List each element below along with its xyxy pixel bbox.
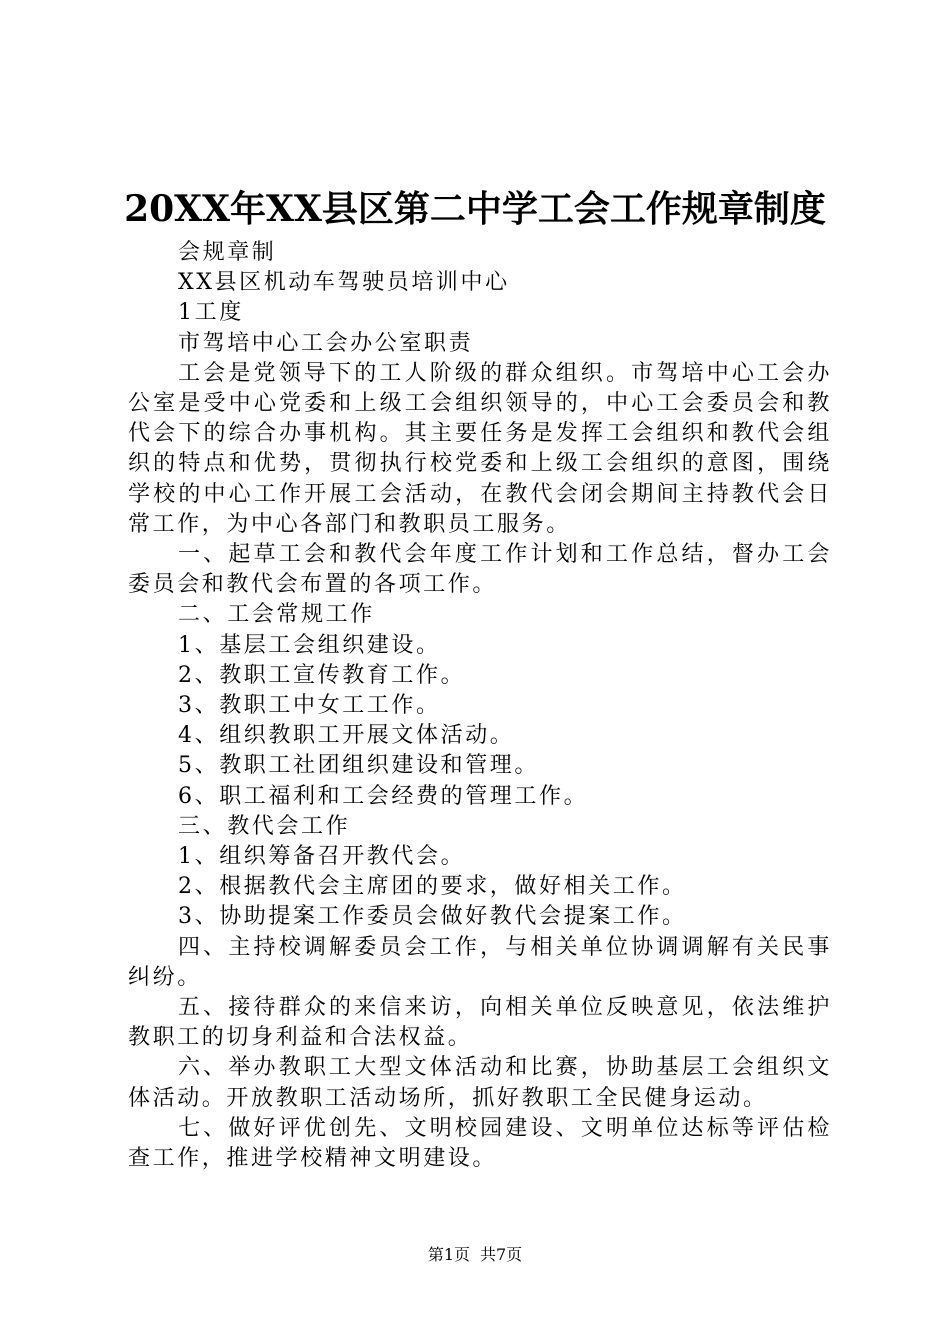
document-body (128, 238, 832, 1174)
paragraph: 3、教职工中女工工作。 (178, 693, 441, 719)
paragraph: 五、接待群众的来信来访，向相关单位反映意见，依法维护教职工的切身利益和合法权益。 (128, 995, 832, 1051)
paragraph: 1、组织筹备召开教代会。 (178, 844, 466, 870)
paragraph: 1工度 (178, 300, 244, 326)
paragraph: 二、工会常规工作 (178, 602, 375, 628)
paragraph: 市驾培中心工会办公室职责 (178, 330, 474, 356)
paragraph: 一、起草工会和教代会年度工作计划和工作总结，督办工会委员会和教代会布置的各项工作。 (128, 542, 832, 598)
paragraph: 1、基层工会组织建设。 (178, 632, 441, 658)
paragraph: 工会是党领导下的工人阶级的群众组织。市驾培中心工会办公室是受中心党委和上级工会组织领导的，中心工会委员会和教代会下的综合办事机构。其主要任务是发挥工会组织和教代会组织的特点和优势，贯彻执行校党委和上级工会组织的意图，围绕学校的中心工作开展工会活动，在教代会闭会期间主持教代会日常工作，为中心各部门和教职员工服务。 (128, 360, 832, 537)
paragraph: 三、教代会工作 (178, 813, 351, 839)
paragraph: 4、组织教职工开展文体活动。 (178, 723, 515, 749)
paragraph: 3、协助提案工作委员会做好教代会提案工作。 (178, 904, 687, 930)
paragraph: 2、根据教代会主席团的要求，做好相关工作。 (178, 874, 687, 900)
paragraph: 6、职工福利和工会经费的管理工作。 (178, 783, 589, 809)
page-total: 共7页 (480, 1245, 523, 1264)
paragraph: XX县区机动车驾驶员培训中心 (178, 270, 510, 296)
page-footer (0, 1244, 950, 1266)
paragraph: 六、举办教职工大型文体活动和比赛，协助基层工会组织文体活动。开放教职工活动场所，抓好教职工全民健身运动。 (128, 1055, 832, 1111)
document-title: 20XX年XX县区第二中学工会工作规章制度 (124, 188, 826, 230)
paragraph: 四、主持校调解委员会工作，与相关单位协调调解有关民事纠纷。 (128, 934, 832, 990)
paragraph: 七、做好评优创先、文明校园建设、文明单位达标等评估检查工作，推进学校精神文明建设。 (128, 1115, 832, 1172)
paragraph: 会规章制 (178, 240, 277, 265)
page-number: 第1页 (427, 1245, 470, 1264)
paragraph: 5、教职工社团组织建设和管理。 (178, 753, 539, 779)
paragraph: 2、教职工宣传教育工作。 (178, 662, 466, 688)
